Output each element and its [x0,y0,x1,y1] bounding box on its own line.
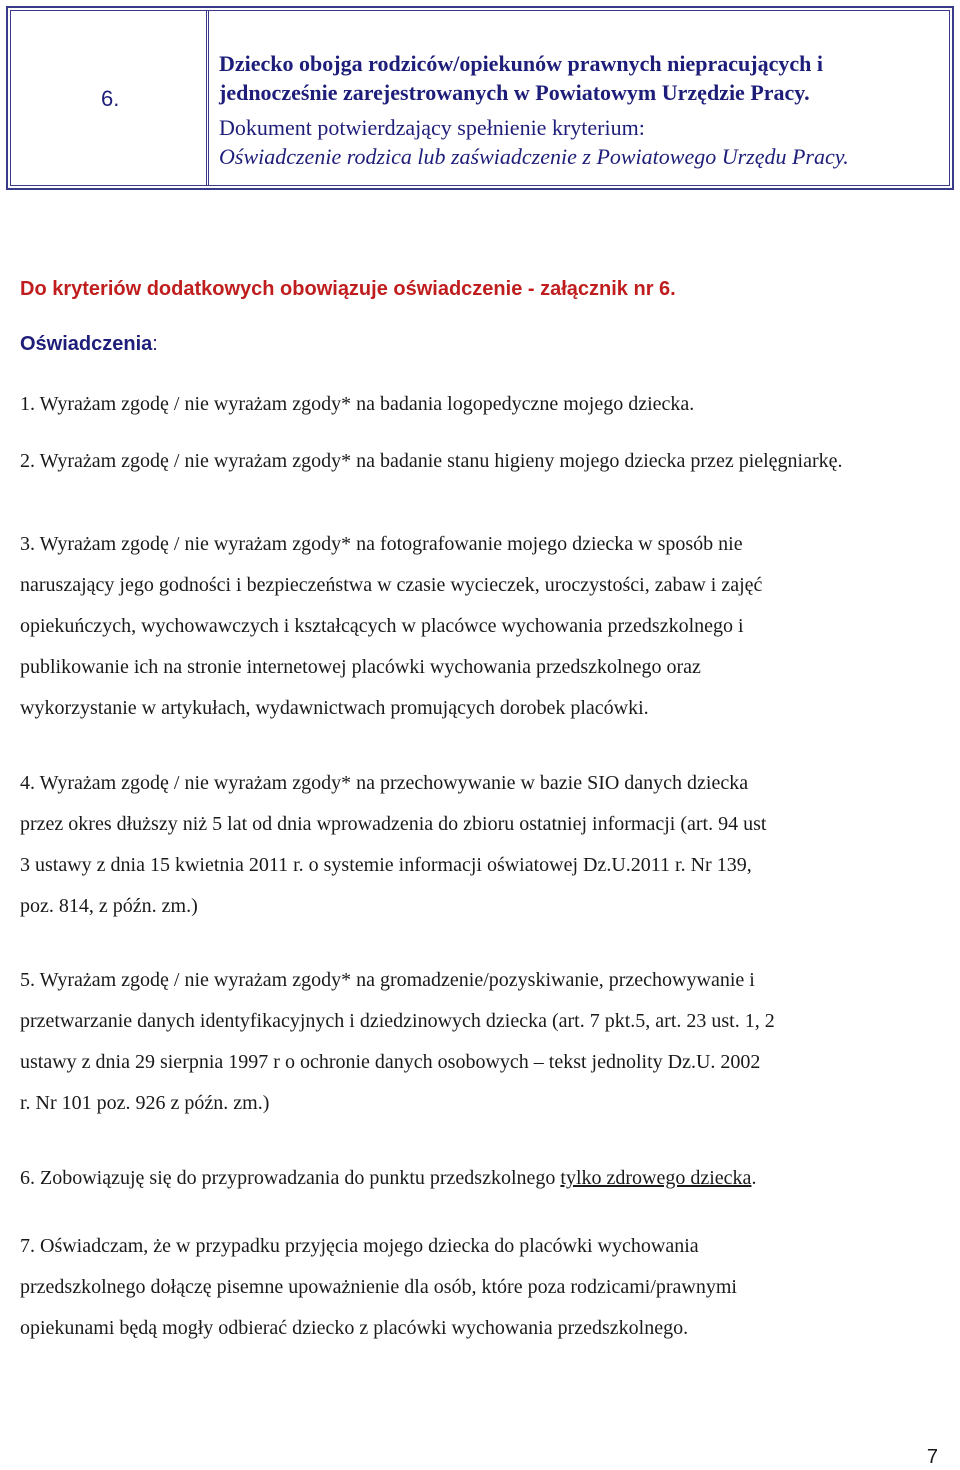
statement-4 [20,763,940,927]
criteria-number-cell [11,11,209,185]
statement-6-text: 6. Zobowiązuję się do przyprowadzania do punktu przedszkolnego [20,1167,561,1189]
criteria-doc-label: Dokument potwierdzający spełnienie kryterium: [219,115,645,140]
statement-7-line: opiekunami będą mogły odbierać dziecko z placówki wychowania przedszkolnego. [20,1317,689,1339]
statement-7-line: przedszkolnego dołączę pisemne upoważnienie dla osób, które poza rodzicami/prawnymi [20,1276,737,1298]
statement-7-line: 7. Oświadczam, że w przypadku przyjęcia mojego dziecka do placówki wychowania [20,1235,699,1257]
criteria-doc-value: Oświadczenie rodzica lub zaświadczenie z Powiatowego Urzędu Pracy. [219,144,849,169]
statement-4-line: poz. 814, z późn. zm.) [20,895,198,917]
criteria-number: 6. [101,86,120,111]
statement-5-line: 5. Wyrażam zgodę / nie wyrażam zgody* na gromadzenie/pozyskiwanie, przechowywanie i [20,969,755,991]
statement-5-line: ustawy z dnia 29 sierpnia 1997 r o ochronie danych osobowych – tekst jednolity Dz.U. 2002 [20,1051,761,1073]
statement-2: 2. Wyrażam zgodę / nie wyrażam zgody* na badanie stanu higieny mojego dziecka przez pielęgniarkę. [20,450,843,472]
statement-5-line: przetwarzanie danych identyfikacyjnych i dziedzinowych dziecka (art. 7 pkt.5, art. 23 ust. 1, 2 [20,1010,775,1032]
statement-4-line: 4. Wyrażam zgodę / nie wyrażam zgody* na przechowywanie w bazie SIO danych dziecka [20,772,749,794]
statement-4-line: 3 ustawy z dnia 15 kwietnia 2011 r. o systemie informacji oświatowej Dz.U.2011 r. Nr 139, [20,854,752,876]
statements-heading [20,333,158,356]
statement-3-line: naruszający jego godności i bezpieczeństwa w czasie wycieczek, uroczystości, zabaw i zajęć [20,574,763,596]
criteria-text-cell [209,11,949,185]
page-number: 7 [926,1446,938,1468]
statement-6-underlined: tylko zdrowego dziecka [560,1167,752,1189]
statement-3 [20,524,940,729]
criteria-row [10,10,950,186]
statement-3-line: publikowanie ich na stronie internetowej placówki wychowania przedszkolnego oraz [20,656,701,678]
statement-3-line: opiekuńczych, wychowawczych i kształcących w placówce wychowania przedszkolnego i [20,615,744,637]
statement-5 [20,960,940,1124]
criteria-title-line-2: jednocześnie zarejestrowanych w Powiatowym Urzędzie Pracy. [219,80,810,105]
statement-5-line: r. Nr 101 poz. 926 z późn. zm.) [20,1092,270,1114]
additional-criteria-note: Do kryteriów dodatkowych obowiązuje oświadczenie - załącznik nr 6. [20,278,676,300]
statement-4-line: przez okres dłuższy niż 5 lat od dnia wprowadzenia do zbioru ostatniej informacji (art. 94 ust [20,813,767,835]
statement-3-line: 3. Wyrażam zgodę / nie wyrażam zgody* na fotografowanie mojego dziecka w sposób nie [20,533,743,555]
criteria-title-line-1: Dziecko obojga rodziców/opiekunów prawnych niepracujących i [219,51,823,76]
statement-3-line: wykorzystanie w artykułach, wydawnictwach promujących dorobek placówki. [20,697,649,719]
criteria-table [6,6,954,190]
statement-1: 1. Wyrażam zgodę / nie wyrażam zgody* na badania logopedyczne mojego dziecka. [20,393,695,415]
statements-heading-suffix: : [152,333,158,355]
statement-6-suffix: . [751,1167,757,1189]
statements-heading-label: Oświadczenia [20,333,153,355]
statement-6 [20,1165,940,1191]
statement-7 [20,1226,940,1349]
